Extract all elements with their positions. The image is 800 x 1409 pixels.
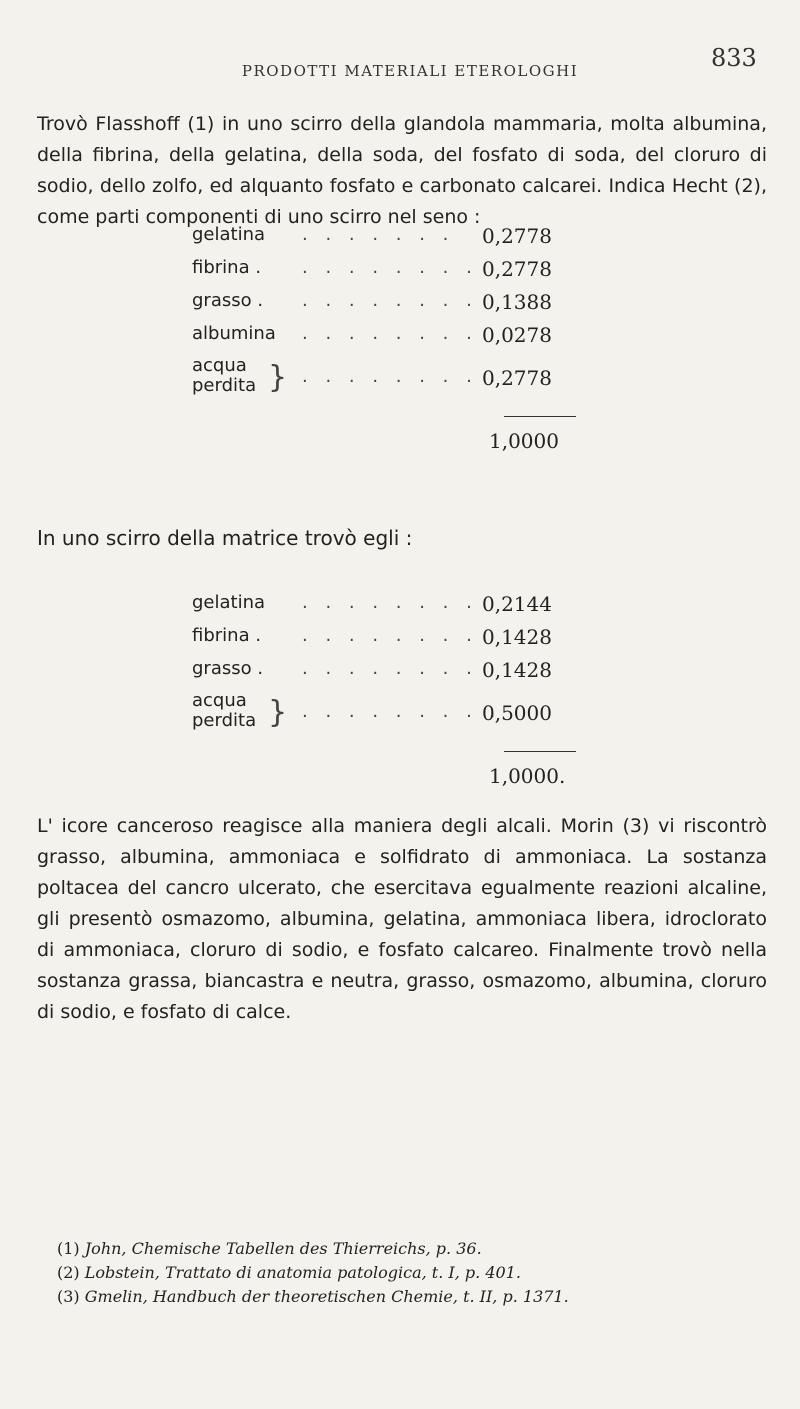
footnote bbox=[57, 1285, 569, 1309]
footnote bbox=[57, 1261, 569, 1285]
row-label: grasso . bbox=[192, 658, 264, 679]
row-label: gelatina bbox=[192, 592, 266, 613]
table-row bbox=[192, 224, 592, 254]
table-row bbox=[192, 625, 592, 655]
leader-dots: . . . . . . . . bbox=[302, 625, 478, 646]
brace-icon: } bbox=[268, 695, 288, 730]
footnote-text: John, Chemische Tabellen des Thierreichs, p. 36. bbox=[84, 1239, 482, 1258]
leader-dots: . . . . . . . . . bbox=[302, 701, 502, 722]
footnote-number: (1) bbox=[57, 1239, 80, 1258]
page-number: 833 bbox=[711, 44, 757, 72]
footnotes bbox=[57, 1237, 569, 1309]
label-perdita: perdita bbox=[192, 375, 257, 396]
sum-rule bbox=[504, 416, 576, 417]
row-value: 0,0278 bbox=[482, 323, 552, 347]
leader-dots: . . . . . . . . bbox=[302, 257, 478, 278]
sum-rule bbox=[504, 751, 576, 752]
table-row bbox=[192, 323, 592, 353]
label-acqua: acqua bbox=[192, 355, 247, 376]
row-value: 0,5000 bbox=[482, 701, 552, 725]
row-label: gelatina bbox=[192, 224, 266, 245]
footnote-text: Gmelin, Handbuch der theoretischen Chemie, t. II, p. 1371. bbox=[84, 1287, 569, 1306]
footnote-number: (3) bbox=[57, 1287, 80, 1306]
table-total: 1,0000. bbox=[489, 764, 566, 788]
leader-dots: . . . . . . . . bbox=[302, 592, 478, 613]
row-value: 0,2778 bbox=[482, 224, 552, 248]
leader-dots: . . . . . . . . . bbox=[302, 366, 502, 387]
leader-dots: . . . . . . . . bbox=[302, 290, 478, 311]
leader-dots: . . . . . . . bbox=[302, 224, 455, 245]
intro-matrice: In uno scirro della matrice trovò egli : bbox=[37, 526, 413, 550]
table-row bbox=[192, 290, 592, 320]
row-value: 0,2144 bbox=[482, 592, 552, 616]
row-label: albumina bbox=[192, 323, 276, 344]
brace-icon: } bbox=[268, 360, 288, 395]
row-label-stacked bbox=[192, 356, 256, 396]
table-row bbox=[192, 592, 592, 622]
row-label: grasso . bbox=[192, 290, 264, 311]
paragraph-flasshoff: Trovò Flasshoff (1) in uno scirro della glandola mammaria, molta albumina, della fibrina, della gelatina, della soda, del fosfato di soda, del cloruro di sodio, dello zolfo, ed alquanto fosfato e carbonato calcarei. Indica Hecht (2), come parti componenti di uno scirro nel seno : bbox=[37, 113, 767, 228]
table-row-combined bbox=[192, 691, 592, 735]
row-value: 0,1388 bbox=[482, 290, 552, 314]
table-total: 1,0000 bbox=[489, 429, 559, 453]
label-perdita: perdita bbox=[192, 710, 257, 731]
row-value: 0,2778 bbox=[482, 257, 552, 281]
row-value: 0,1428 bbox=[482, 625, 552, 649]
running-header: PRODOTTI MATERIALI ETEROLOGHI bbox=[241, 62, 579, 80]
row-label: fibrina . bbox=[192, 257, 262, 278]
footnote-number: (2) bbox=[57, 1263, 80, 1282]
row-value: 0,2778 bbox=[482, 366, 552, 390]
row-value: 0,1428 bbox=[482, 658, 552, 682]
table-row-combined bbox=[192, 356, 592, 400]
leader-dots: . . . . . . . . bbox=[302, 323, 478, 344]
footnote-text: Lobstein, Trattato di anatomia patologica, t. I, p. 401. bbox=[84, 1263, 521, 1282]
leader-dots: . . . . . . . . bbox=[302, 658, 478, 679]
footnote bbox=[57, 1237, 569, 1261]
table-row bbox=[192, 658, 592, 688]
label-acqua: acqua bbox=[192, 690, 247, 711]
row-label-stacked bbox=[192, 691, 256, 731]
paragraph-morin: L' icore canceroso reagisce alla maniera degli alcali. Morin (3) vi riscontrò grasso, albumina, ammoniaca e solfidrato di ammoniaca. La sostanza poltacea del cancro ulcerato, che esercitava egualmente reazioni alcaline, gli presentò osmazomo, albumina, gelatina, ammoniaca libera, idroclorato di ammoniaca, cloruro di sodio, e fosfato calcareo. Finalmente trovò nella sostanza grassa, biancastra e neutra, grasso, osmazomo, albumina, cloruro di sodio, e fosfato di calce. bbox=[37, 815, 767, 1023]
table-row bbox=[192, 257, 592, 287]
row-label: fibrina . bbox=[192, 625, 262, 646]
